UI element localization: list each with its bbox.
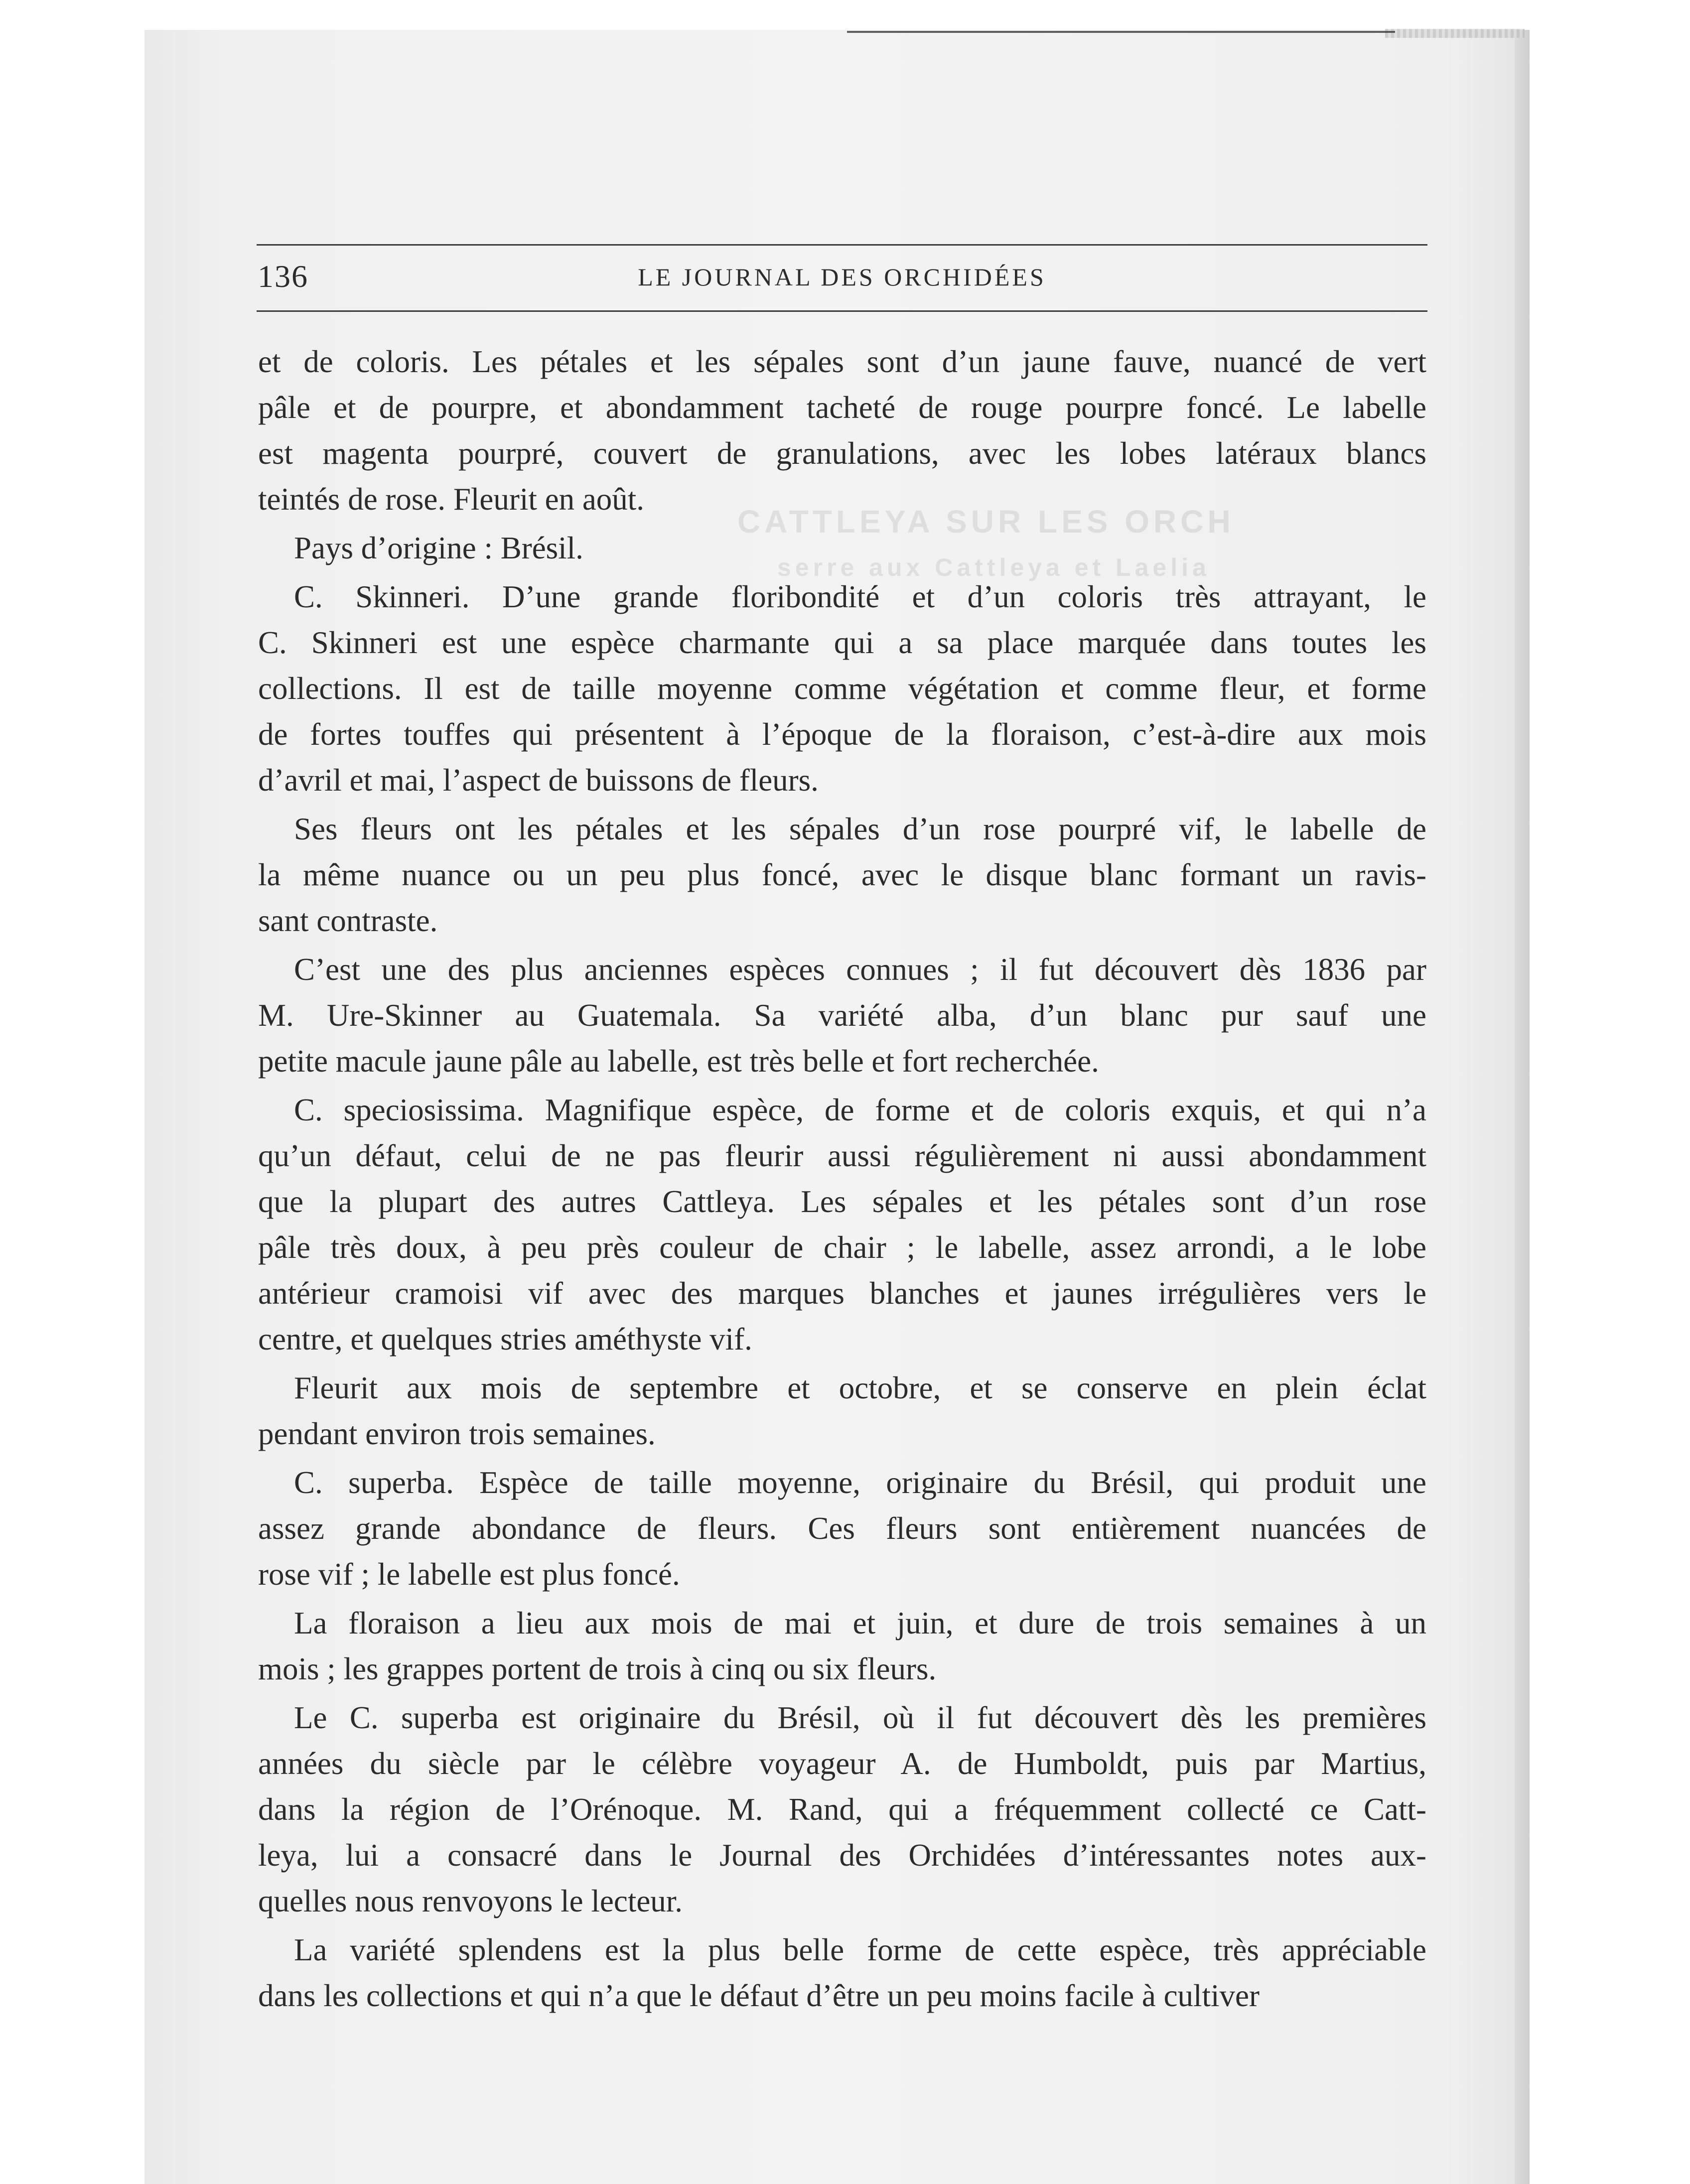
text-line: la même nuance ou un peu plus foncé, avec le disque blanc formant un ravis- bbox=[258, 857, 1426, 892]
text-line: de fortes touffes qui présentent à l’époque de la floraison, c’est-à-dire aux mois bbox=[258, 717, 1426, 752]
text-line: La floraison a lieu aux mois de mai et juin, et dure de trois semaines à un bbox=[294, 1606, 1426, 1640]
text-line: Ses fleurs ont les pétales et les sépales d’un rose pourpré vif, le labelle de bbox=[294, 812, 1426, 846]
text-line: M. Ure-Skinner au Guatemala. Sa variété alba, d’un blanc pur sauf une bbox=[258, 998, 1426, 1033]
text-line: C. Skinneri est une espèce charmante qui a sa place marquée dans toutes les bbox=[258, 625, 1426, 660]
page-number: 136 bbox=[258, 259, 308, 294]
article-body bbox=[258, 339, 1426, 2019]
text-line: est magenta pourpré, couvert de granulations, avec les lobes latéraux blancs bbox=[258, 436, 1426, 471]
text-line: rose vif ; le labelle est plus foncé. bbox=[258, 1557, 680, 1592]
text-line: d’avril et mai, l’aspect de buissons de fleurs. bbox=[258, 763, 819, 798]
text-line: leya, lui a consacré dans le Journal des Orchidées d’intéressantes notes aux- bbox=[258, 1838, 1426, 1873]
text-line: petite macule jaune pâle au labelle, est très belle et fort recherchée. bbox=[258, 1044, 1099, 1079]
running-title: LE JOURNAL DES ORCHIDÉES bbox=[638, 263, 1046, 291]
text-line: C. speciosissima. Magnifique espèce, de forme et de coloris exquis, et qui n’a bbox=[294, 1092, 1426, 1127]
show-through-text: serre aux Cattleya et Laelia bbox=[777, 553, 1210, 581]
text-line: pâle et de pourpre, et abondamment tacheté de rouge pourpre foncé. Le labelle bbox=[258, 390, 1426, 425]
text-line: sant contraste. bbox=[258, 903, 438, 938]
text-line: C. superba. Espèce de taille moyenne, originaire du Brésil, qui produit une bbox=[294, 1465, 1426, 1500]
text-line: C. Skinneri. D’une grande floribondité et d’un coloris très attrayant, le bbox=[294, 579, 1426, 614]
text-line: assez grande abondance de fleurs. Ces fleurs sont entièrement nuancées de bbox=[258, 1511, 1426, 1546]
page-edge-shadow bbox=[1515, 30, 1530, 2184]
scan-corner-artifact bbox=[1385, 29, 1525, 38]
text-line: pendant environ trois semaines. bbox=[258, 1416, 656, 1451]
text-line: qu’un défaut, celui de ne pas fleurir aussi régulièrement ni aussi abondamment bbox=[258, 1138, 1426, 1173]
text-line: teintés de rose. Fleurit en août. bbox=[258, 482, 645, 517]
text-line: et de coloris. Les pétales et les sépales sont d’un jaune fauve, nuancé de vert bbox=[258, 344, 1426, 379]
text-line: mois ; les grappes portent de trois à cinq ou six fleurs. bbox=[258, 1651, 937, 1686]
text-line: Pays d’origine : Brésil. bbox=[294, 531, 583, 565]
text-line: Fleurit aux mois de septembre et octobre, et se conserve en plein éclat bbox=[294, 1370, 1426, 1405]
text-line: antérieur cramoisi vif avec des marques blanches et jaunes irrégulières vers le bbox=[258, 1276, 1426, 1311]
text-line: Le C. superba est originaire du Brésil, où il fut découvert dès les premières bbox=[294, 1700, 1426, 1735]
text-line: centre, et quelques stries améthyste vif. bbox=[258, 1322, 752, 1357]
text-line: La variété splendens est la plus belle forme de cette espèce, très appréciable bbox=[294, 1932, 1426, 1967]
running-header bbox=[257, 244, 1427, 312]
text-line: années du siècle par le célèbre voyageur A. de Humboldt, puis par Martius, bbox=[258, 1746, 1426, 1781]
top-edge-rule bbox=[847, 31, 1395, 33]
show-through-text: CATTLEYA SUR LES ORCH bbox=[737, 504, 1235, 540]
text-line: collections. Il est de taille moyenne comme végétation et comme fleur, et forme bbox=[258, 671, 1426, 706]
text-line: dans la région de l’Orénoque. M. Rand, qui a fréquemment collecté ce Catt- bbox=[258, 1792, 1426, 1827]
text-line: C’est une des plus anciennes espèces connues ; il fut découvert dès 1836 par bbox=[294, 952, 1426, 987]
text-line: dans les collections et qui n’a que le défaut d’être un peu moins facile à cultiver bbox=[258, 1978, 1260, 2013]
text-line: que la plupart des autres Cattleya. Les sépales et les pétales sont d’un rose bbox=[258, 1184, 1426, 1219]
text-line: pâle très doux, à peu près couleur de chair ; le labelle, assez arrondi, a le lobe bbox=[258, 1230, 1426, 1265]
text-line: quelles nous renvoyons le lecteur. bbox=[258, 1884, 683, 1918]
